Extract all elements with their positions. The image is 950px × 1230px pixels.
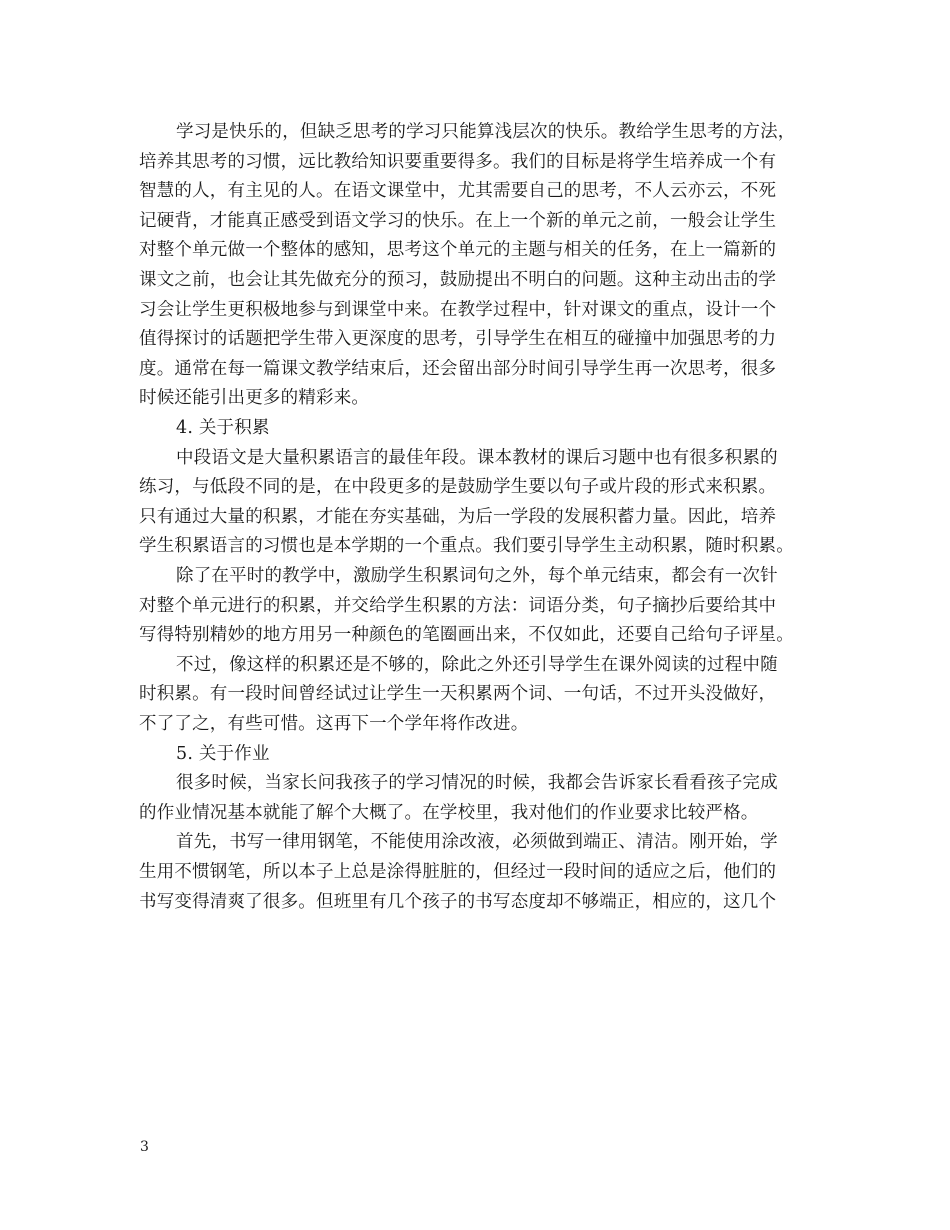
text-line: 练习，与低段不同的是，在中段更多的是鼓励学生要以句子或片段的形式来积累。: [139, 477, 777, 498]
text-line: 不了了之，有些可惜。这再下一个学年将作改进。: [139, 714, 529, 734]
text-line: 生用不惯钢笔，所以本子上总是涂得脏脏的，但经过一段时间的适应之后，他们的: [139, 862, 777, 882]
text-line: 智慧的人，有主见的人。在语文课堂中，尤其需要自己的思考，不人云亦云，不死: [139, 181, 777, 202]
text-line: 习会让学生更积极地参与到课堂中来。在教学过程中，针对课文的重点，设计一个: [139, 299, 777, 320]
text-line: 4. 关于积累: [176, 418, 270, 438]
text-line: 除了在平时的教学中，激励学生积累词句之外，每个单元结束，都会有一次针: [176, 566, 778, 586]
text-line: 度。通常在每一篇课文教学结束后，还会留出部分时间引导学生再一次思考，很多: [139, 358, 777, 379]
text-line: 时候还能引出更多的精彩来。: [139, 388, 370, 409]
text-line: 值得探讨的话题把学生带入更深度的思考，引导学生在相互的碰撞中加强思考的力: [139, 329, 777, 350]
text-line: 课文之前，也会让其先做充分的预习，鼓励提出不明白的问题。这种主动出击的学: [139, 270, 777, 290]
text-line: 对整个单元进行的积累，并交给学生积累的方法：词语分类，句子摘抄后要给其中: [139, 595, 777, 616]
text-line: 不过，像这样的积累还是不够的，除此之外还引导学生在课外阅读的过程中随: [176, 654, 778, 675]
text-line: 很多时候，当家长问我孩子的学习情况的时候，我都会告诉家长看看孩子完成: [176, 773, 778, 794]
text-line: 首先，书写一律用钢笔，不能使用涂改液，必须做到端正、清洁。刚开始，学: [176, 832, 778, 853]
text-line: 学生积累语言的习惯也是本学期的一个重点。我们要引导学生主动积累，随时积累。: [139, 536, 794, 557]
text-line: 书写变得清爽了很多。但班里有几个孩子的书写态度却不够端正，相应的，这几个: [139, 891, 777, 912]
text-line: 对整个单元做一个整体的感知，思考这个单元的主题与相关的任务，在上一篇新的: [139, 240, 777, 261]
text-line: 时积累。有一段时间曾经试过让学生一天积累两个词、一句话，不过开头没做好，: [139, 684, 777, 705]
text-line: 培养其思考的习惯，远比教给知识要重要得多。我们的目标是将学生培养成一个有: [139, 151, 777, 172]
page-number: 3: [140, 1139, 149, 1155]
text-line: 5. 关于作业: [176, 743, 270, 764]
text-line: 写得特别精妙的地方用另一种颜色的笔圈画出来，不仅如此，还要自己给句子评星。: [139, 625, 794, 646]
text-line: 学习是快乐的，但缺乏思考的学习只能算浅层次的快乐。教给学生思考的方法，: [176, 122, 796, 142]
text-line: 只有通过大量的积累，才能在夯实基础，为后一学段的发展积蓄力量。因此，培养: [139, 506, 777, 527]
text-line: 记硬背，才能真正感受到语文学习的快乐。在上一个新的单元之前，一般会让学生: [139, 210, 777, 231]
text-line: 中段语文是大量积累语言的最佳年段。课本教材的课后习题中也有很多积累的: [176, 447, 778, 468]
text-line: 的作业情况基本就能了解个大概了。在学校里，我对他们的作业要求比较严格。: [139, 802, 759, 823]
